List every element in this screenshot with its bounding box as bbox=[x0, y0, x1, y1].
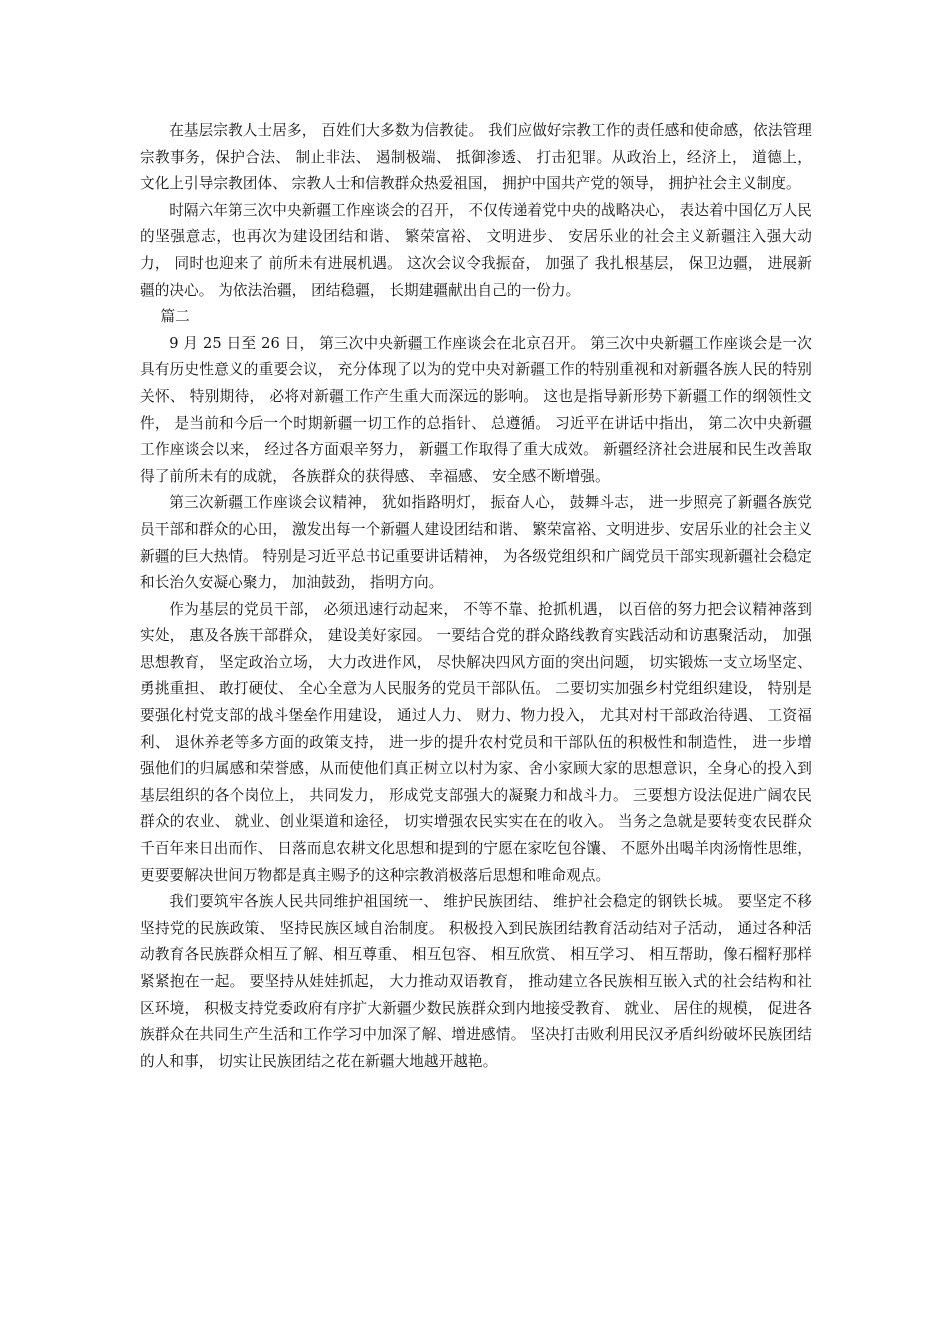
document-page bbox=[140, 118, 812, 1075]
paragraph-conference-overview: 9 月 25 日至 26 日， 第三次中央新疆工作座谈会在北京召开。 第三次中央新疆工作座谈会是一次具有历史性意义的重要会议， 充分体现了以为的党中央对新疆工作的特别重视和对新疆各族人民的特别关怀、 特别期待， 必将对新疆工作产生重大而深远的影响。 这也是指导新形势下新疆工作的纲领性文件， 是当前和今后一个时期新疆一切工作的总指针、 总遵循。 习近平在讲话中指出， 第二次中央新疆工作座谈会以来， 经过各方面艰辛努力， 新疆工作取得了重大成效。 新疆经济社会进展和民生改善取得了前所未有的成就， 各族群众的获得感、 幸福感、 安全感不断增强。 bbox=[140, 334, 812, 485]
paragraph-religion-work: 在基层宗教人士居多， 百姓们大多数为信教徒。 我们应做好宗教工作的责任感和使命感，依法管理宗教事务，保护合法、 制止非法、 遏制极端、 抵御渗透、 打击犯罪。从政治上，经济上， 道德上， 文化上引导宗教团体、 宗教人士和信教群众热爱祖国， 拥护中国共产党的领导， 拥护社会主义制度。 bbox=[140, 122, 812, 193]
paragraph-ethnic-unity: 我们要筑牢各族人民共同维护祖国统一、 维护民族团结、 维护社会稳定的钢铁长城。 要坚定不移坚持党的民族政策、 坚持民族区域自治制度。 积极投入到民族团结教育活动结对子活动， 通过各种活动教育各民族群众相互了解、相互尊重、 相互包容、 相互欣赏、 相互学习、 相互帮助，像石榴籽那样紧紧抱在一起。 要坚持从娃娃抓起， 大力推动双语教育， 推动建立各民族相互嵌入式的社会结构和社区环境， 积极支持党委政府有序扩大新疆少数民族群众到内地接受教育、 就业、 居住的规模， 促进各族群众在共同生产生活和工作学习中加深了解、增进感情。 坚决打击败利用民汉矛盾纠纷破坏民族团结的人和事， 切实让民族团结之花在新疆大地越开越艳。 bbox=[140, 893, 812, 1070]
paragraph-grassroots-action: 作为基层的党员干部， 必须迅速行动起来， 不等不靠、抢抓机遇， 以百倍的努力把会议精神落到实处， 惠及各族干部群众， 建设美好家园。 一要结合党的群众路线教育实践活动和访惠聚活动， 加强思想教育， 坚定政治立场， 大力改进作风， 尽快解决四风方面的突出问题， 切实锻炼一支立场坚定、 勇挑重担、 敢打硬仗、 全心全意为人民服务的党员干部队伍。 二要切实加强乡村党组织建设， 特别是要强化村党支部的战斗堡垒作用建设， 通过人力、 财力、物力投入， 尤其对村干部政治待遇、 工资福利、 退休养老等多方面的政策支持， 进一步的提升农村党员和干部队伍的积极性和制造性， 进一步增强他们的归属感和荣誉感，从而使他们真正树立以村为家、舍小家顾大家的思想意识，全身心的投入到基层组织的各个岗位上， 共同发力， 形成党支部强大的凝聚力和战斗力。 三要想方设法促进广阔农民群众的农业、 就业、创业渠道和途径， 切实增强农民实实在在的收入。 当务之急就是要转变农民群众千百年来日出而作、 日落而息农耕文化思想和提到的宁愿在家吃包谷馕、 不愿外出喝羊肉汤惰性思维，更要要解决世间万物都是真主赐予的这种宗教消极落后思想和唯命观点。 bbox=[140, 600, 812, 884]
paragraph-conference-significance: 时隔六年第三次中央新疆工作座谈会的召开， 不仅传递着党中央的战略决心， 表达着中国亿万人民的坚强意志，也再次为建设团结和谐、 繁荣富裕、 文明进步、 安居乐业的社会主义新疆注入强大动力， 同时也迎来了 前所未有进展机遇。 这次会议令我振奋， 加强了 我扎根基层， 保卫边疆， 进展新疆的决心。 为依法治疆， 团结稳疆， 长期建疆献出自己的一份力。 bbox=[140, 201, 812, 299]
section-heading: 篇二 bbox=[160, 308, 190, 326]
paragraph-conference-spirit: 第三次新疆工作座谈会议精神， 犹如指路明灯， 振奋人心， 鼓舞斗志， 进一步照亮了新疆各族党员干部和群众的心田， 激发出每一个新疆人建设团结和谐、 繁荣富裕、文明进步、安居乐业的社会主义新疆的巨大热情。 特别是习近平总书记重要讲话精神， 为各级党组织和广阔党员干部实现新疆社会稳定和长治久安凝心聚力， 加油鼓劲， 指明方向。 bbox=[140, 494, 812, 592]
